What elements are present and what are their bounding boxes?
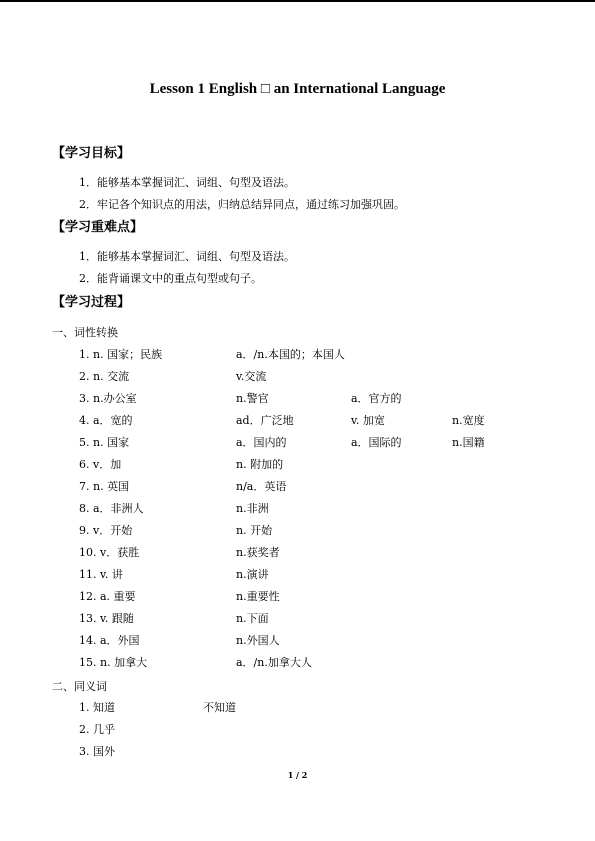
word-form-cell: n.非洲 (236, 502, 269, 515)
word-form-cell: 1. n. 国家；民族 (79, 348, 163, 361)
word-form-cell: 14. a．外国 (79, 634, 140, 647)
synonym-cell: 3. 国外 (79, 745, 115, 758)
top-rule (0, 0, 595, 2)
word-form-cell: n.外国人 (236, 634, 280, 647)
word-form-cell: a．/n.本国的；本国人 (236, 348, 345, 361)
word-form-cell: n.重要性 (236, 590, 280, 603)
word-form-cell: 15. n. 加拿大 (79, 656, 148, 669)
word-form-cell: 5. n. 国家 (79, 436, 130, 449)
word-form-cell: n. 附加的 (236, 458, 284, 471)
synonym-cell: 2. 几乎 (79, 723, 115, 736)
word-form-cell: 6. v．加 (79, 458, 122, 471)
word-form-cell: v.交流 (236, 370, 267, 383)
synonym-cell: 1. 知道 (79, 701, 115, 714)
word-form-cell: n.获奖者 (236, 546, 280, 559)
word-form-cell: a．国内的 (236, 436, 287, 449)
objective-item: 1．能够基本掌握词汇、词组、句型及语法。 (79, 176, 295, 189)
word-form-cell: n.下面 (236, 612, 269, 625)
word-form-cell: a．/n.加拿大人 (236, 656, 312, 669)
part1-title: 一、词性转换 (52, 326, 118, 339)
section-heading-objectives: 【学习目标】 (52, 146, 131, 161)
word-form-cell: 12. a. 重要 (79, 590, 136, 603)
word-form-cell: n.宽度 (452, 414, 485, 427)
word-form-cell: n.国籍 (452, 436, 485, 449)
objective-item: 2．牢记各个知识点的用法，归纳总结异同点，通过练习加强巩固。 (79, 198, 405, 211)
word-form-cell: 8. a．非洲人 (79, 502, 144, 515)
key-point-item: 2．能背诵课文中的重点句型或句子。 (79, 272, 262, 285)
word-form-cell: n.演讲 (236, 568, 269, 581)
word-form-cell: n.警官 (236, 392, 269, 405)
word-form-cell: n/a．英语 (236, 480, 287, 493)
word-form-cell: n. 开始 (236, 524, 273, 537)
word-form-cell: 13. v. 跟随 (79, 612, 134, 625)
page-title: Lesson 1 English □ an International Language (149, 81, 446, 97)
word-form-cell: 9. v．开始 (79, 524, 133, 537)
part2-title: 二、同义词 (52, 680, 107, 693)
word-form-cell: ad．广泛地 (236, 414, 294, 427)
section-heading-key-points: 【学习重难点】 (52, 220, 144, 235)
word-form-cell: a．国际的 (351, 436, 402, 449)
synonym-cell: 不知道 (203, 701, 236, 714)
word-form-cell: 11. v. 讲 (79, 568, 123, 581)
word-form-cell: 2. n. 交流 (79, 370, 130, 383)
word-form-cell: 7. n. 英国 (79, 480, 130, 493)
word-form-cell: a．官方的 (351, 392, 402, 405)
word-form-cell: 10. v．获胜 (79, 546, 140, 559)
word-form-cell: 4. a．宽的 (79, 414, 133, 427)
word-form-cell: v. 加宽 (351, 414, 385, 427)
page-number: 1 / 2 (287, 770, 308, 780)
section-heading-process: 【学习过程】 (52, 295, 131, 310)
word-form-cell: 3. n.办公室 (79, 392, 137, 405)
key-point-item: 1．能够基本掌握词汇、词组、句型及语法。 (79, 250, 295, 263)
